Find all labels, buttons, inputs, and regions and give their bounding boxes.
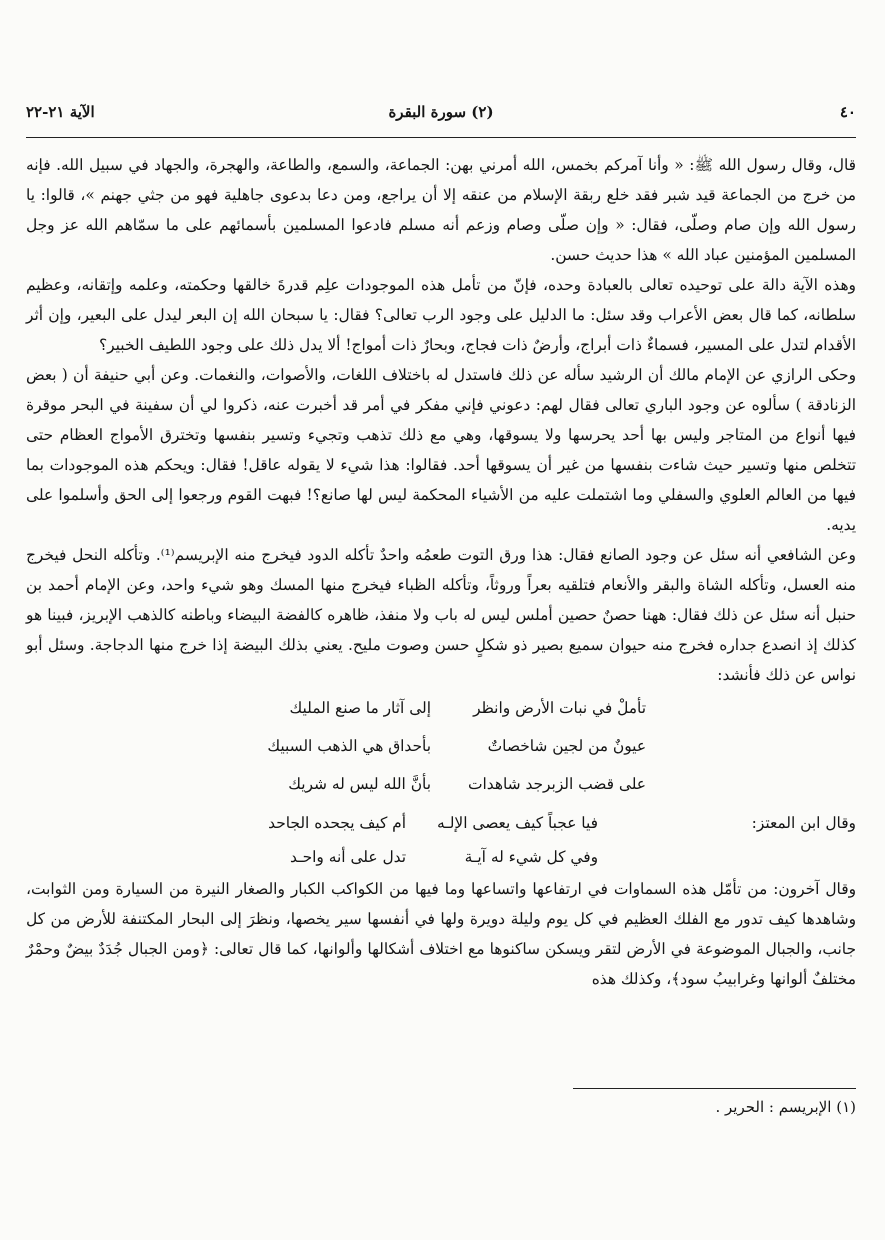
page-header [26,103,856,125]
poem-hemistich: فيا عجباً كيف يعصى الإلـه [436,814,598,832]
page-number: ٤٠ [839,103,856,121]
verse-range: الآية ٢١-٢٢ [26,103,95,121]
paragraph: وقال آخرون: من تأمّل هذه السماوات في ارتفاعها واتساعها وما فيها من الكواكب الكبار والصغار النيرة من السيارة ومن الثوابت، وشاهدها كيف تدور مع الفلك العظيم في كل يوم وليلة دويرة ولها في أنفسها سير يخصها، ونظرَ إلى البحار المكتنفة للأرض من كل جانب، والجبال الموضوعة في الأرض لتقر ويسكن ساكنوها مع اختلاف أشكالها وألوانها، كما قال تعالى: ﴿ومن الجبال جُدَدٌ بيضٌ وحمْرٌ مختلفٌ ألوانها وغرابيبُ سود﴾، وكذلك هذه [26,880,856,988]
poem-hemistich: إلى آثار ما صنع المليك [289,699,431,717]
paragraph: وحكى الرازي عن الإمام مالك أن الرشيد سأله عن ذلك فاستدل له باختلاف اللغات، والأصوات، والنغمات. وعن أبي حنيفة أن ( بعض الزنادقة ) سألوه عن وجود الباري تعالى فقال لهم: دعوني فإني مفكر في أمر قد أخبرت عنه، ذكروا لي أن سفينة في البحر موقرة فيها أنواع من المتاجر وليس بها أحد يحرسها ولا يسوقها، وهي مع ذلك تذهب وتجيء وتسير بنفسها وتخترق الأمواج العظام حتى تتخلص منها وتسير حيث شاءت بنفسها من غير أن يسوقها أحد. فقالوا: هذا شيء لا يقوله عاقل! فقال: ويحكم هذه الموجودات بما فيها من العالم العلوي والسفلي وما اشتملت عليه من الأشياء المحكمة ليس لها صانع؟! فبهت القوم ورجعوا إلى الحق وأسلموا على يديه. [26,366,856,534]
footnote-rule [573,1088,856,1089]
poem-hemistich: بأحداق هي الذهب السبيك [267,737,431,755]
poem-hemistich: تأملْ في نبات الأرض وانظر [473,699,646,717]
poem-ibn-almutazz [26,804,856,874]
paragraph: وعن الشافعي أنه سئل عن وجود الصانع فقال: هذا ورق التوت طعمُه واحدٌ تأكله الدود فيخرج منه الإبريسم⁽¹⁾. وتأكله النحل فيخرج منه العسل، وتأكله الشاة والبقر والأنعام فتلقيه بعراً وروثاً، وتأكله الظباء فيخرج منها المسك وهو شيء واحد، وعن الإمام أحمد بن حنبل أنه سئل عن ذلك فقال: ههنا حصنٌ حصين أملس ليس له باب ولا منفذ، ظاهره كالفضة البيضاء وباطنه كالذهب الإبريز، فبينا هو كذلك إذ انصدع جداره فخرج منه حيوان سميع بصير ذو شكلٍ حسن وصوت مليح. يعني بذلك البيضة إذا خرج منها الدجاجة. وسئل أبو نواس عن ذلك فأنشد: [26,546,856,684]
header-rule [26,137,856,138]
poem-hemistich: عيونٌ من لجين شاخصاتٌ [487,737,646,755]
main-text [26,150,856,994]
paragraph: وهذه الآية دالة على توحيده تعالى بالعبادة وحده، فإنّ من تأمل هذه الموجودات علِم قدرةَ خالقها وحكمته، وعلمه وإتقانه، وعظيم سلطانه، كما قال بعض الأعراب وقد سئل: ما الدليل على وجود الرب تعالى؟ فقال: يا سبحان الله إن البعر ليدل على البعير، وإن أثر الأقدام لتدل على المسير، فسماءٌ ذات أبراج، وأرضٌ ذات فجاج، وبحارٌ ذات أمواج! ألا يدل ذلك على وجود اللطيف الخبير؟ [26,276,856,354]
poem-hemistich: على قضب الزبرجد شاهدات [468,775,646,793]
poem-hemistich: تدل على أنه واحـد [290,848,406,866]
poem-hemistich: بأنَّ الله ليس له شريك [288,775,431,793]
poem-hemistich: وفي كل شيء له آيـة [464,848,598,866]
footnote: (١) الإبريسم : الحرير . [715,1098,856,1116]
poem-abu-nuwas [26,693,856,804]
paragraph: قال، وقال رسول الله ﷺ: « وأنا آمركم بخمس، الله أمرني بهن: الجماعة، والسمع، والطاعة، والهجرة، والجهاد في سبيل الله. فإنه من خرج من الجماعة قيد شبر فقد خلع ربقة الإسلام من عنقه إلا أن يراجع، ومن دعا بدعوى جاهلية فهو من جثي جهنم »، قالوا: يا رسول الله وإن صام وصلّى، فقال: « وإن صلّى وصام وزعم أنه مسلم فادعوا المسلمين بأسمائهم على ما سمّاهم الله عز وجل المسلمين المؤمنين عباد الله » هذا حديث حسن. [26,156,856,264]
poem-intro: وقال ابن المعتز: [751,814,856,832]
surah-title: (٢) سورة البقرة [388,103,494,121]
poem-hemistich: أم كيف يجحده الجاحد [268,814,406,832]
